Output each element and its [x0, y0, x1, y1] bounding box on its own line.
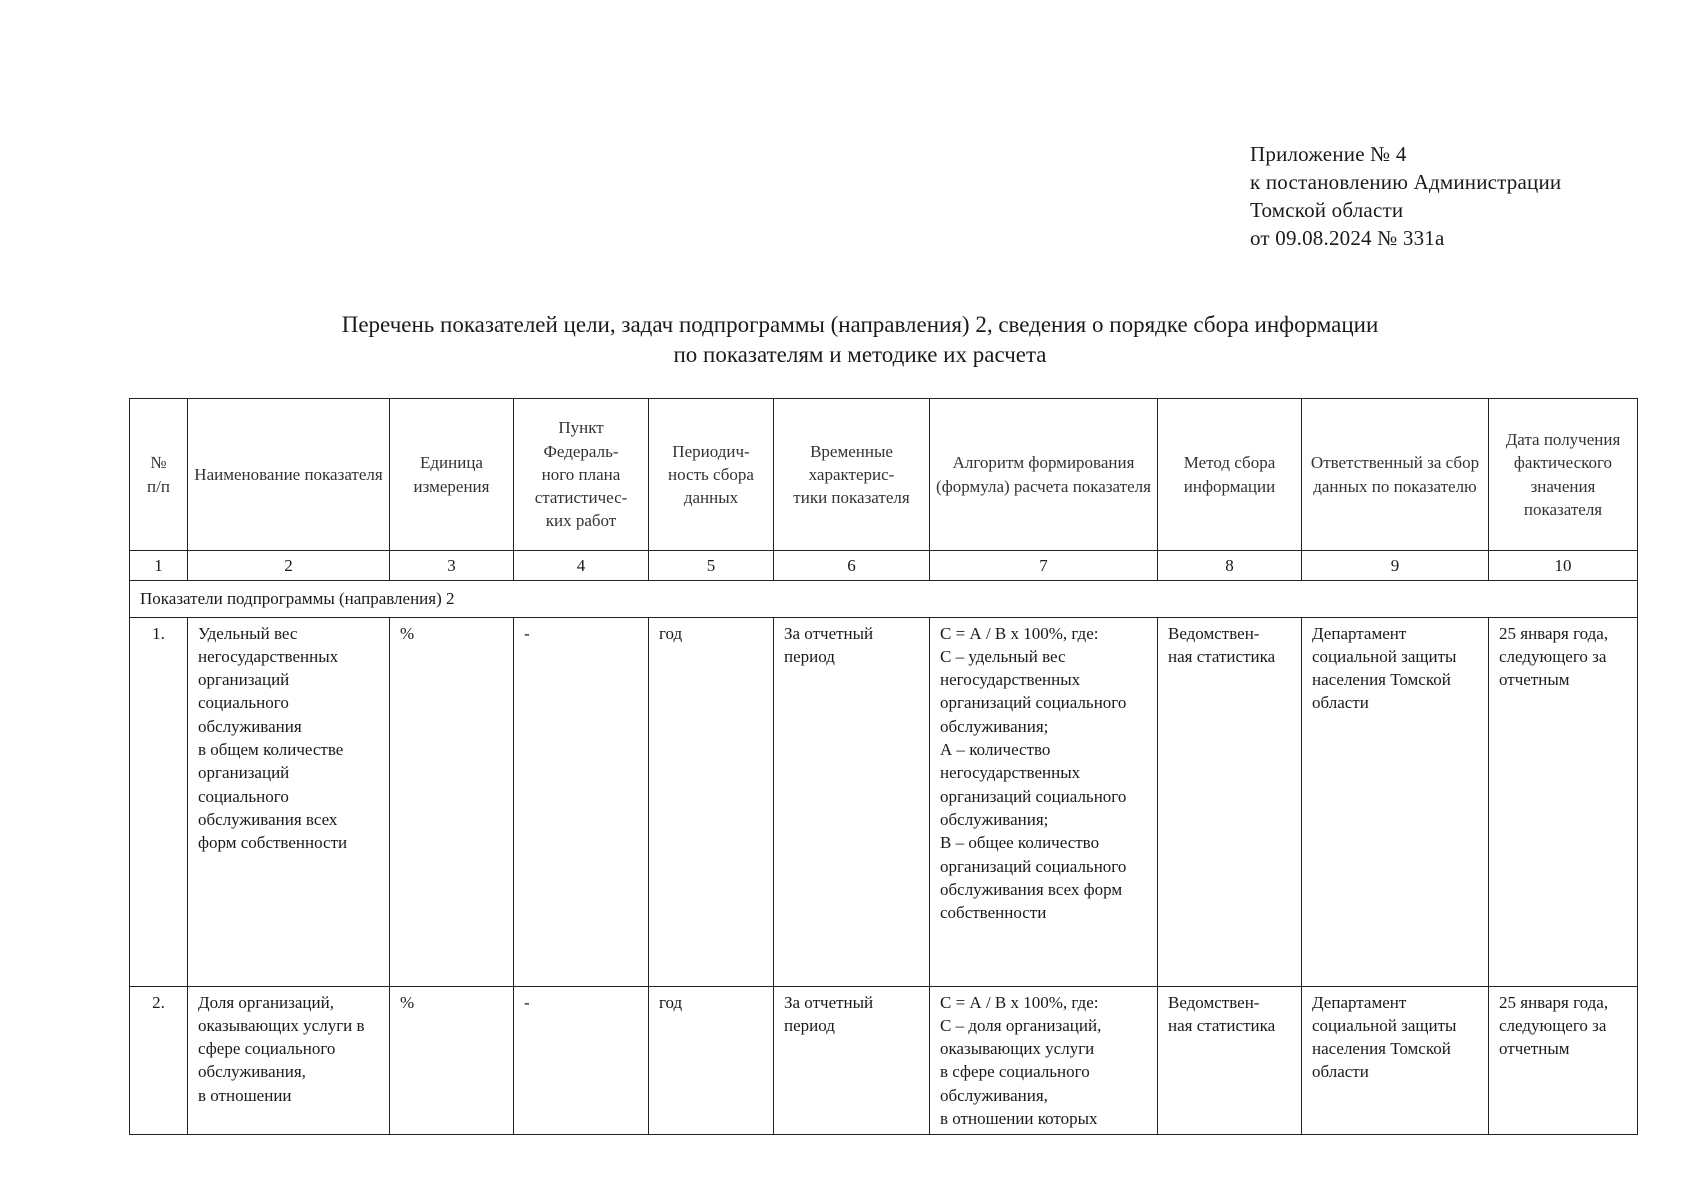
column-number: 5 [649, 551, 774, 581]
column-number-row [130, 551, 1638, 581]
responsible: Департамент социальной защиты населения Томской области [1302, 617, 1489, 986]
title-line: по показателям и методике их расчета [673, 342, 1047, 367]
column-number: 4 [514, 551, 649, 581]
header-cell: Ответственный за сбор данных по показателю [1302, 399, 1489, 551]
header-cell: Дата получения фактического значения показателя [1489, 399, 1638, 551]
collection-method: Ведомствен- ная статистика [1158, 617, 1302, 986]
header-cell: Наименование показателя [188, 399, 390, 551]
column-number: 8 [1158, 551, 1302, 581]
appendix-block [1250, 140, 1561, 252]
header-cell: Пункт Федераль- ного плана статистичес- ких работ [514, 399, 649, 551]
time-characteristic: За отчетный период [774, 617, 930, 986]
unit: % [390, 986, 514, 1135]
header-cell: Единица измерения [390, 399, 514, 551]
header-cell: Периодич- ность сбора данных [649, 399, 774, 551]
indicators-table [129, 398, 1638, 1135]
algorithm: С = А / В х 100%, где: С – доля организаций, оказывающих услуги в сфере социального обслуживания, в отношении которых [930, 986, 1158, 1135]
collection-method: Ведомствен- ная статистика [1158, 986, 1302, 1135]
column-number: 3 [390, 551, 514, 581]
header-cell: Метод сбора информации [1158, 399, 1302, 551]
title-line: Перечень показателей цели, задач подпрограммы (направления) 2, сведения о порядке сбора информации [341, 312, 1379, 337]
column-number: 2 [188, 551, 390, 581]
column-number: 1 [130, 551, 188, 581]
header-cell: № п/п [130, 399, 188, 551]
time-characteristic: За отчетный период [774, 986, 930, 1135]
appendix-line: Томской области [1250, 198, 1404, 222]
algorithm: С = А / В х 100%, где: С – удельный вес негосударственных организаций социального обслуживания; А – количество негосударственных организаций социального обслуживания; В – общее количество организаций социального обслуживания всех форм собственности [930, 617, 1158, 986]
unit: % [390, 617, 514, 986]
plan-item: - [514, 617, 649, 986]
periodicity: год [649, 986, 774, 1135]
periodicity: год [649, 617, 774, 986]
appendix-line: Приложение № 4 [1250, 142, 1407, 166]
section-label: Показатели подпрограммы (направления) 2 [130, 581, 1638, 617]
row-number: 2. [130, 986, 188, 1135]
row-number: 1. [130, 617, 188, 986]
column-number: 9 [1302, 551, 1489, 581]
section-row [130, 581, 1638, 617]
column-number: 10 [1489, 551, 1638, 581]
data-date: 25 января года, следующего за отчетным [1489, 986, 1638, 1135]
indicator-name: Доля организаций, оказывающих услуги в сфере социального обслуживания, в отношении [188, 986, 390, 1135]
appendix-line: к постановлению Администрации [1250, 170, 1562, 194]
document-title [130, 310, 1590, 370]
header-cell: Алгоритм формирования (формула) расчета показателя [930, 399, 1158, 551]
responsible: Департамент социальной защиты населения Томской области [1302, 986, 1489, 1135]
column-number: 7 [930, 551, 1158, 581]
data-date: 25 января года, следующего за отчетным [1489, 617, 1638, 986]
header-cell: Временные характерис- тики показателя [774, 399, 930, 551]
table-row [130, 617, 1638, 986]
appendix-line: от 09.08.2024 № 331а [1250, 226, 1445, 250]
column-number: 6 [774, 551, 930, 581]
table-row [130, 986, 1638, 1135]
plan-item: - [514, 986, 649, 1135]
indicator-name: Удельный вес негосударственных организаций социального обслуживания в общем количестве организаций социального обслуживания всех форм собственности [188, 617, 390, 986]
table-header-row [130, 399, 1638, 551]
